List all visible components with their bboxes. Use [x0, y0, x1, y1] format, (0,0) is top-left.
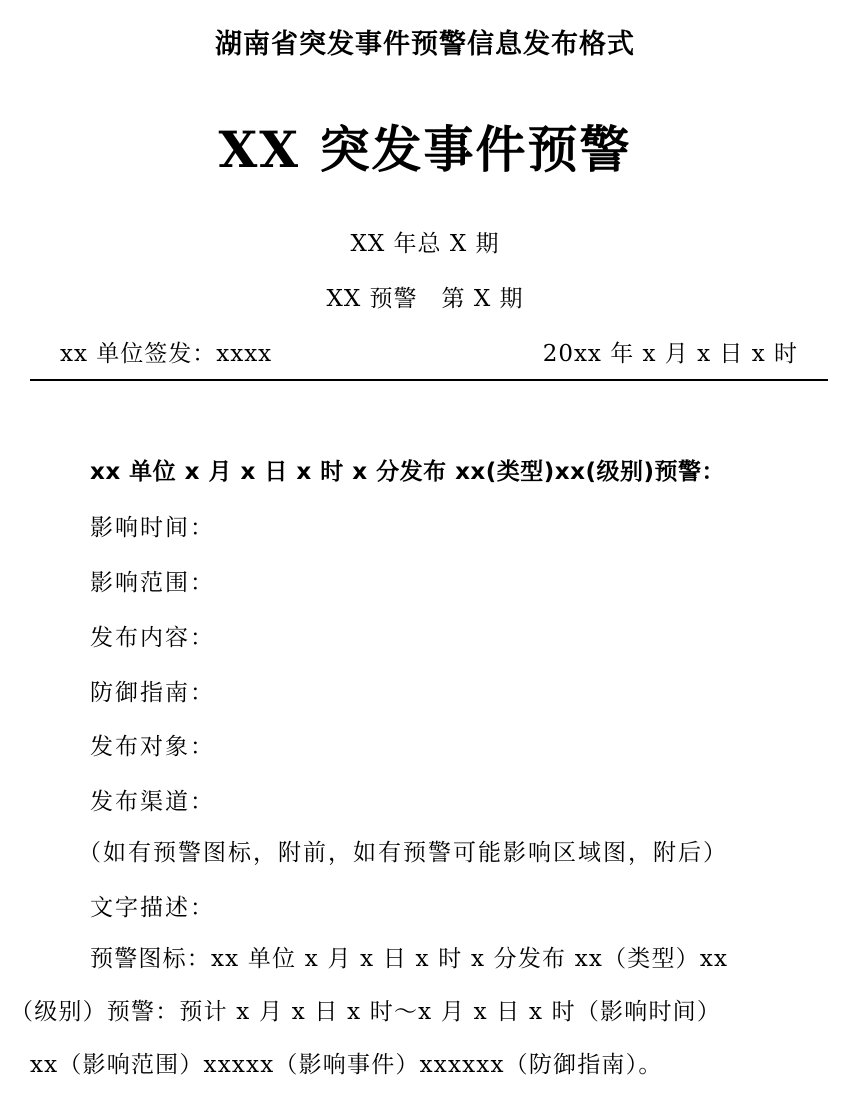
issue-series-number: XX 预警 第 X 期	[326, 286, 524, 312]
description-line: 预警图标：xx 单位 x 月 x 日 x 时 x 分发布 xx（类型）xx	[90, 946, 729, 972]
issuer-row	[0, 335, 850, 367]
document-heading: 湖南省突发事件预警信息发布格式	[215, 29, 635, 60]
field-release-channel: 发布渠道：	[90, 789, 215, 815]
issue-total-number: XX 年总 X 期	[350, 231, 500, 257]
header-divider	[30, 379, 828, 381]
lead-statement: xx 单位 x 月 x 日 x 时 x 分发布 xx(类型)xx(级别)预警：	[90, 459, 725, 485]
field-release-target: 发布对象：	[90, 734, 215, 760]
text-description-label: 文字描述：	[90, 895, 215, 921]
issue-date: 20xx 年 x 月 x 日 x 时	[542, 341, 798, 367]
field-impact-area: 影响范围：	[90, 570, 215, 596]
issuer-signature: xx 单位签发：xxxx	[60, 341, 273, 367]
description-line: （级别）预警：预计 x 月 x 日 x 时～x 月 x 日 x 时（影响时间）	[10, 999, 722, 1025]
field-impact-time: 影响时间：	[90, 515, 215, 541]
field-release-content: 发布内容：	[90, 625, 215, 651]
attachment-note: （如有预警图标，附前，如有预警可能影响区域图，附后）	[78, 840, 728, 866]
description-line: xx（影响范围）xxxxx（影响事件）xxxxxx（防御指南）。	[30, 1052, 663, 1078]
document-title: XX 突发事件预警	[218, 120, 632, 179]
field-defense-guide: 防御指南：	[90, 680, 215, 706]
